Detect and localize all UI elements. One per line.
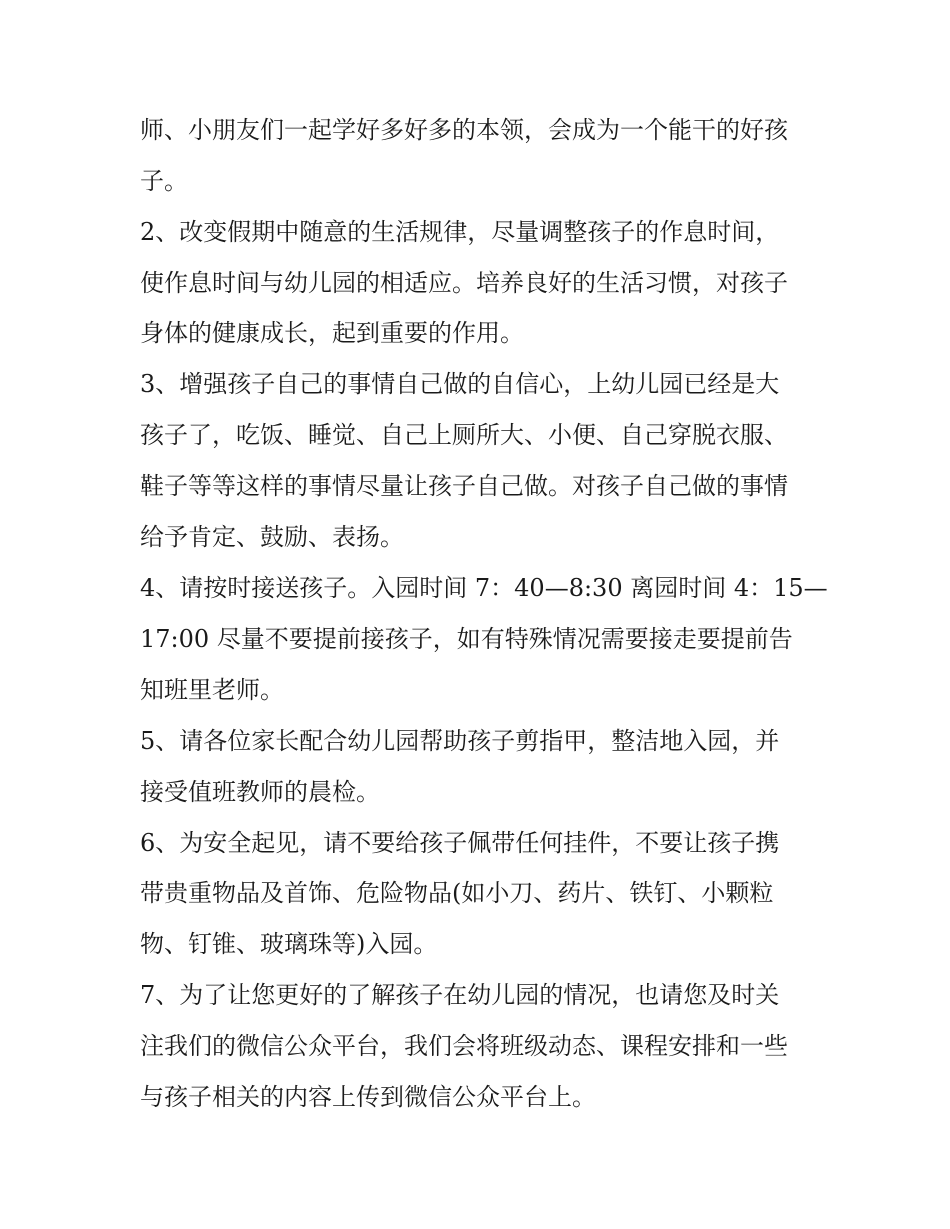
text-line: 2、改变假期中随意的生活规律，尽量调整孩子的作息时间， (140, 218, 780, 246)
text-line: 7、为了让您更好的了解孩子在幼儿园的情况，也请您及时关 (140, 981, 780, 1009)
text-line: 6、为安全起见，请不要给孩子佩带任何挂件，不要让孩子携 (140, 829, 780, 857)
text-line: 17:00 尽量不要提前接孩子，如有特殊情况需要接走要提前告 (140, 625, 793, 653)
text-line: 使作息时间与幼儿园的相适应。培养良好的生活习惯，对孩子 (140, 269, 788, 297)
text-line: 孩子了，吃饭、睡觉、自己上厕所大、小便、自己穿脱衣服、 (140, 421, 788, 449)
text-line: 接受值班教师的晨检。 (140, 778, 380, 806)
text-line: 与孩子相关的内容上传到微信公众平台上。 (140, 1083, 596, 1111)
text-line: 知班里老师。 (140, 676, 284, 704)
text-line: 给予肯定、鼓励、表扬。 (140, 523, 404, 551)
text-line: 5、请各位家长配合幼儿园帮助孩子剪指甲，整洁地入园，并 (140, 727, 780, 755)
text-line: 鞋子等等这样的事情尽量让孩子自己做。对孩子自己做的事情 (140, 472, 788, 500)
text-line: 4、请按时接送孩子。入园时间 7：40—8:30 离园时间 4：15— (140, 574, 828, 602)
text-line: 身体的健康成长，起到重要的作用。 (140, 319, 524, 347)
text-line: 师、小朋友们一起学好多好多的本领，会成为一个能干的好孩 (140, 116, 788, 144)
text-line: 注我们的微信公众平台，我们会将班级动态、课程安排和一些 (140, 1032, 788, 1060)
text-line: 物、钉锥、玻璃珠等)入园。 (140, 930, 438, 958)
text-line: 3、增强孩子自己的事情自己做的自信心，上幼儿园已经是大 (140, 370, 780, 398)
text-line: 带贵重物品及首饰、危险物品(如小刀、药片、铁钉、小颗粒 (140, 879, 774, 907)
text-line: 子。 (140, 167, 188, 195)
